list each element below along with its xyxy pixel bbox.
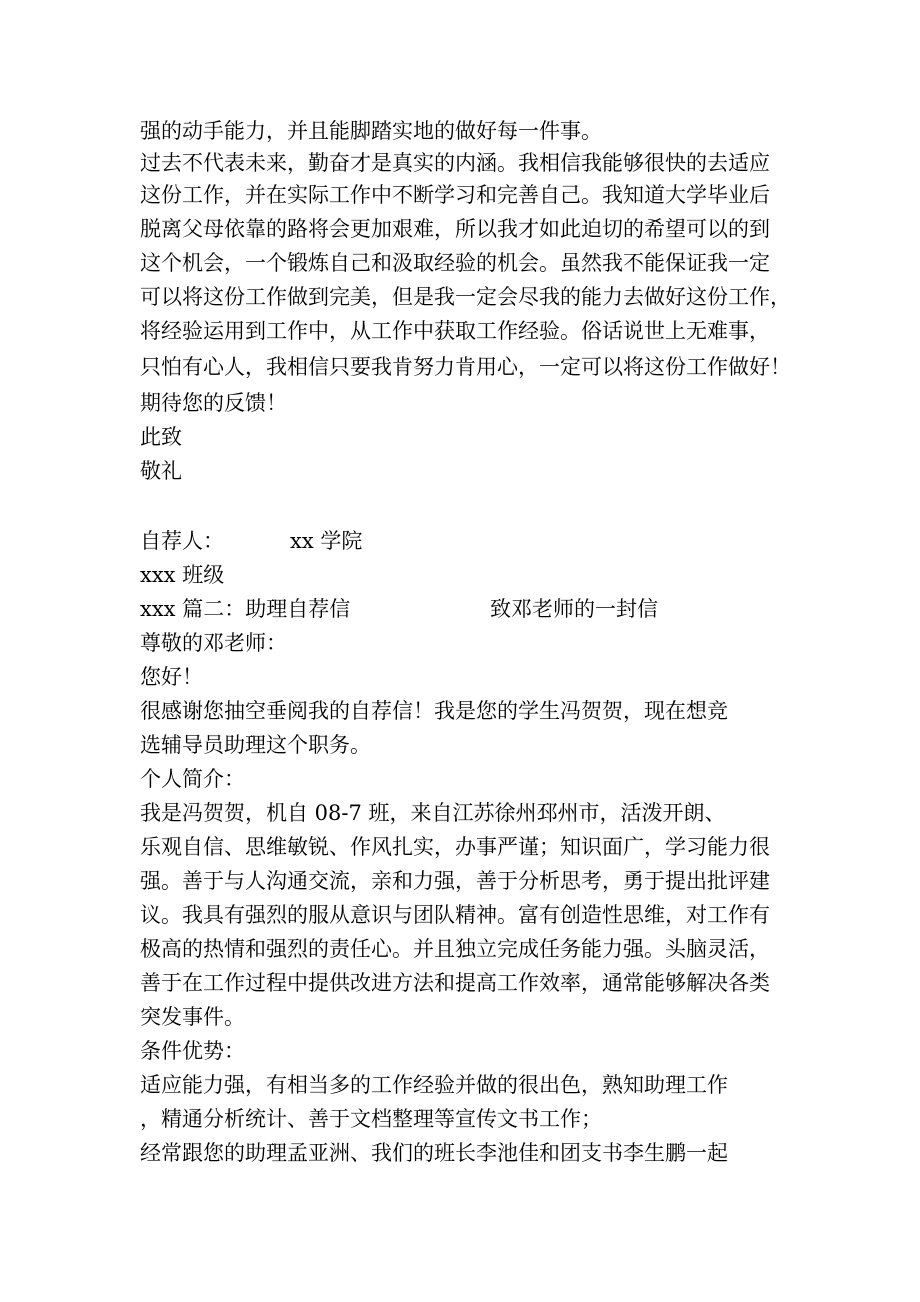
- body-line: 很感谢您抽空垂阅我的自荐信！我是您的学生冯贺贺，现在想竞: [140, 699, 728, 723]
- body-line: 过去不代表未来，勤奋才是真实的内涵。我相信我能够很快的去适应: [140, 151, 770, 175]
- signature-school: xx 学院: [290, 529, 363, 553]
- section-heading: 条件优势：: [140, 1039, 245, 1063]
- body-line: 经常跟您的助理孟亚洲、我们的班长李池佳和团支书李生鹏一起: [140, 1141, 728, 1165]
- closing-line: 期待您的反馈！: [140, 391, 287, 415]
- body-line: 强。善于与人沟通交流，亲和力强，善于分析思考，勇于提出批评建: [140, 869, 770, 893]
- body-line: 善于在工作过程中提供改进方法和提高工作效率，通常能够解决各类: [140, 971, 770, 995]
- letter-hello: 您好！: [140, 665, 203, 689]
- signature-class: xxx 班级: [140, 563, 225, 587]
- salutation-line: 此致: [140, 425, 182, 449]
- body-line: 只怕有心人，我相信只要我肯努力肯用心，一定可以将这份工作做好！: [140, 355, 791, 379]
- body-line: 适应能力强，有相当多的工作经验并做的很出色，熟知助理工作: [140, 1073, 728, 1097]
- body-line: 极高的热情和强烈的责任心。并且独立完成任务能力强。头脑灵活，: [140, 937, 770, 961]
- body-line: ，精通分析统计、善于文档整理等宣传文书工作；: [140, 1107, 602, 1131]
- body-line: 选辅导员助理这个职务。: [140, 733, 371, 757]
- body-line: 突发事件。: [140, 1005, 245, 1029]
- body-line: 我是冯贺贺，机自 08-7 班，来自江苏徐州邳州市，活泼开朗、: [140, 801, 726, 825]
- section-heading: 个人简介：: [140, 767, 245, 791]
- body-line: 乐观自信、思维敏锐、作风扎实，办事严谨；知识面广，学习能力很: [140, 835, 770, 859]
- body-line: 脱离父母依靠的路将会更加艰难，所以我才如此迫切的希望可以的到: [140, 217, 770, 241]
- signature-label: 自荐人：: [140, 529, 224, 553]
- letter-title: 致邓老师的一封信: [490, 597, 658, 621]
- section-heading: xxx 篇二：助理自荐信: [140, 597, 351, 621]
- body-line: 这份工作，并在实际工作中不断学习和完善自己。我知道大学毕业后: [140, 183, 770, 207]
- body-line: 这个机会，一个锻炼自己和汲取经验的机会。虽然我不能保证我一定: [140, 251, 770, 275]
- body-line: 议。我具有强烈的服从意识与团队精神。富有创造性思维，对工作有: [140, 903, 770, 927]
- body-line: 将经验运用到工作中，从工作中获取工作经验。俗话说世上无难事，: [140, 319, 770, 343]
- salutation-line: 敬礼: [140, 459, 182, 483]
- body-line: 可以将这份工作做到完美，但是我一定会尽我的能力去做好这份工作，: [140, 285, 791, 309]
- body-line: 强的动手能力，并且能脚踏实地的做好每一件事。: [140, 119, 602, 143]
- letter-greeting: 尊敬的邓老师：: [140, 631, 287, 655]
